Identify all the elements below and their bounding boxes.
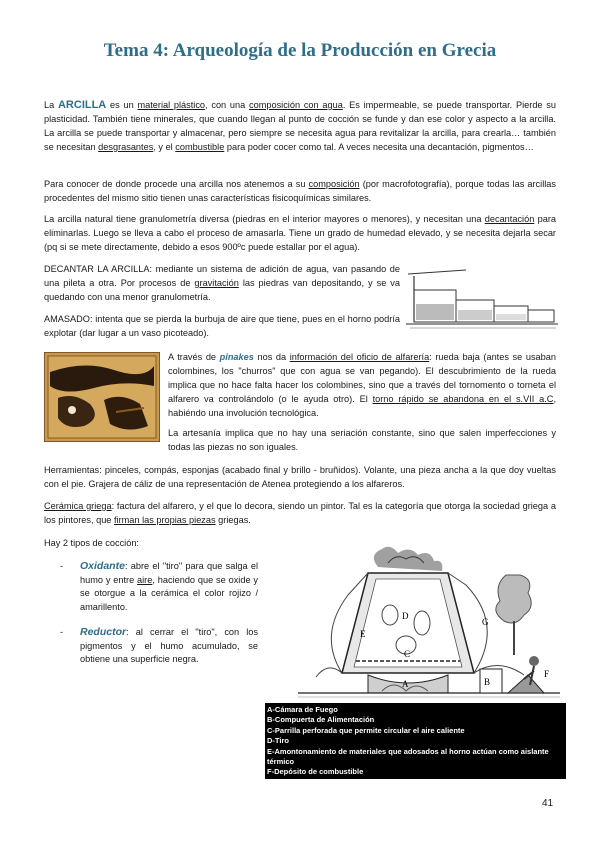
list-item-reductor — [60, 626, 258, 667]
paragraph-ceramica-griega — [44, 499, 556, 527]
underlined-text: desgrasantes — [98, 142, 154, 152]
text: , haciendo que se oxide y se otorgue a la cerámica el color rojizo / amarillento. — [80, 574, 258, 612]
text: nos da — [253, 352, 290, 362]
kiln-label-d: D — [402, 611, 409, 621]
text: La arcilla natural tiene granulometría diversa (piedras en el interior mayores o menores), y necesitan una — [44, 214, 485, 224]
text: La — [44, 100, 58, 110]
text: para eliminarlas. Luego se lleva a cabo el proceso de amasarla. Tiene un grado de humedad elevado, y se necesita dejarla secar (pq si se mete directamente, debido a esos 900ºc puede estallar por el agua). — [44, 214, 556, 252]
text: : al cerrar el "tiro", con los pigmentos y el humo acumulado, se obtiene una superficie negra. — [80, 627, 258, 664]
text: griegas. — [215, 515, 251, 525]
paragraph-herramientas: Herramientas: pinceles, compás, esponjas (acabado final y brillo - bruñidos). Volante, una pieza ancha a la que doy vueltas con el pie. Grajera de cáliz de una representación de Atenea protegiendo a los alfareros. — [44, 465, 556, 489]
legend-item: A-Cámara de Fuego — [267, 705, 338, 714]
text: (por macrofotografía), porque todas las arcillas procedentes del mismo sitio tienen unas características fisicoquímicas similares. — [44, 179, 556, 203]
paragraph-granulometria — [44, 212, 556, 254]
kiln-label-a: A — [402, 679, 409, 689]
kiln-label-f: F — [544, 669, 550, 679]
underlined-text: composición — [308, 179, 360, 189]
paragraph-composicion — [44, 177, 556, 205]
underlined-text: composición con agua — [249, 100, 343, 110]
paragraph-arcilla — [44, 98, 556, 154]
underlined-text: aire — [137, 574, 153, 585]
keyword-oxidante: Oxidante — [80, 560, 125, 572]
paragraph-coccion: Hay 2 tipos de cocción: — [44, 538, 139, 548]
decantation-illustration — [406, 262, 558, 330]
legend-item: C-Parrilla perforada que permite circular el aire caliente — [267, 725, 465, 735]
underlined-text: decantación — [484, 214, 535, 224]
paragraph-amasado: AMASADO: intenta que se pierda la burbuja de aire que tiene, pues en el horno podría explotar (dar lugar a un vaso picoteado). — [44, 314, 400, 338]
pinax-image — [44, 352, 160, 442]
text: para poder cocer como tal. A veces necesita una decantación, pigmentos… — [224, 142, 534, 152]
legend-item: B-Compuerta de Alimentación — [267, 715, 375, 725]
kiln-label-c: C — [404, 649, 411, 659]
text: es un — [106, 100, 138, 110]
underlined-text: información del oficio de alfarería — [289, 352, 430, 362]
text: Para conocer de donde procede una arcilla nos atenemos a su — [44, 179, 309, 189]
text: las piedras van depositando, y se va quedando con una menor granulometría. — [44, 278, 400, 302]
paragraph-pinakes — [168, 350, 556, 420]
bullet-dash: - — [60, 627, 64, 637]
list-item-oxidante — [60, 560, 258, 614]
keyword-arcilla: ARCILLA — [57, 99, 107, 111]
underlined-text: torno rápido se abandona en el s.VII a.C — [372, 394, 554, 404]
kiln-diagram — [298, 545, 560, 703]
paragraph-decantar — [44, 262, 400, 304]
legend-item: D-Tiro — [267, 736, 289, 746]
text: A través de — [168, 352, 220, 362]
text: . Es impermeable, se puede transportar. Pierde su plasticidad. También tiene minerales, que cuando llegan al punto de cocción se funde y dan ese color y aspecto a la arcilla. La arcilla se puede transportar y almacenar, pero siempre se necesita agua para revitalizar la arcilla, para crearla… también se necesitan — [44, 100, 556, 152]
kiln-label-e: E — [360, 629, 366, 639]
underlined-text: combustible — [175, 142, 225, 152]
keyword-reductor: Reductor — [80, 626, 127, 638]
bullet-dash: - — [60, 561, 64, 571]
page-number: 41 — [542, 798, 554, 809]
underlined-text: gravitación — [194, 278, 239, 288]
text: : abre el "tiro" para que salga el humo y entre — [80, 561, 258, 585]
text: , y el — [153, 142, 176, 152]
text: : rueda baja (antes se usaban colombines, los "churros" que con agua se van pegando). El descubrimiento de la rueda implica que no hace falta hacer los colombines, sino que a través del tornomento o torneta el alfarero va controlándolo (o le ayuda otro). El — [168, 352, 556, 404]
text: , con una — [205, 100, 249, 110]
kiln-label-g: G — [482, 617, 489, 627]
text: , habiéndo una involución tecnológica. — [168, 394, 557, 418]
keyword-pinakes: pinakes — [219, 352, 254, 362]
kiln-legend — [265, 703, 566, 779]
text: : factura del alfarero, y el que lo decora, siendo un pintor. Tal es la categoría que otorga la sociedad griega a los pintores, que — [44, 501, 556, 525]
page-title: Tema 4: Arqueología de la Producción en Grecia — [103, 40, 497, 61]
legend-item: E-Amontonamiento de materiales que adosados al horno actúan como aislante térmico — [267, 746, 549, 767]
paragraph-artesania: La artesanía implica que no hay una seriación constante, sino que salen imperfecciones y todas las piezas no son iguales. — [168, 428, 556, 452]
kiln-label-b: B — [484, 677, 491, 687]
underlined-text: material plástico — [137, 100, 206, 110]
text: DECANTAR LA ARCILLA: mediante un sistema de adición de agua, van pasando de una pileta a otra. Por procesos de — [44, 264, 400, 288]
underlined-text: firman las propias piezas — [113, 515, 216, 525]
legend-item: F-Depósito de combustible — [267, 767, 364, 777]
underlined-text: Cerámica griega — [44, 501, 112, 511]
